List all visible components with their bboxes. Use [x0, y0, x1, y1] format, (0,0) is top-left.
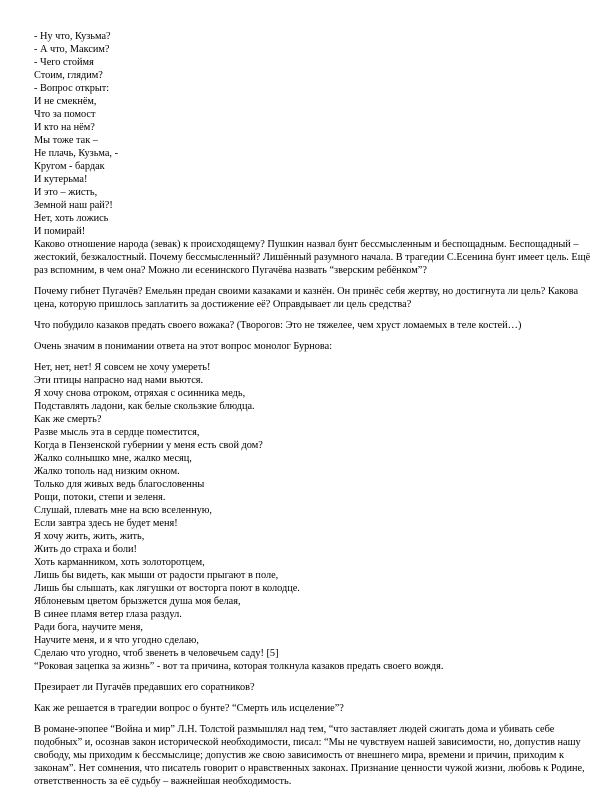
- monologue-line: Хоть карманником, хоть золоторотцем,: [34, 557, 205, 568]
- monologue-line: “Роковая зацепка за жизнь” - вот та причина, которая толкнула казаков предать своего вождя.: [34, 661, 444, 672]
- paragraph-revolt-question: [34, 702, 578, 715]
- burnov-monologue: [34, 361, 578, 673]
- monologue-line: Ради бога, научите меня,: [34, 622, 143, 633]
- monologue-line: Научите меня, и я что угодно сделаю,: [34, 635, 199, 646]
- text-line: В романе-эпопее “Война и мир” Л.Н. Толстой размышлял над тем, “что заставляет людей сжигать дома и убивать себе: [34, 724, 555, 735]
- monologue-line: Если завтра здесь не будет меня!: [34, 518, 178, 529]
- monologue-line: Лишь бы видеть, как мыши от радости прыгают в поле,: [34, 570, 279, 581]
- monologue-line: Жалко тополь над низким окном.: [34, 466, 180, 477]
- poem-line: - Вопрос открыт:: [34, 83, 110, 94]
- poem-line: И кто на нём?: [34, 122, 95, 133]
- text-line: жестокий, безжалостный. Почему бессмысленный? Лишённый разумного начала. В трагедии С.Есенина бунт имеет цель. Ещё: [34, 252, 591, 263]
- poem-line: - А что, Максим?: [34, 44, 110, 55]
- text-line: свободу, мы приходим к бессмыслице; допустив же свою зависимость от внешнего мира, времени и причин, приходим к: [34, 750, 564, 761]
- monologue-line: Только для живых ведь благословенны: [34, 479, 205, 490]
- paragraph-burnov-intro: [34, 340, 578, 353]
- monologue-line: Я хочу жить, жить, жить,: [34, 531, 145, 542]
- monologue-line: Яблоневым цветом брызжется душа моя белая,: [34, 596, 241, 607]
- monologue-line: Как же смерть?: [34, 414, 102, 425]
- monologue-line: Жалко солнышко мне, жалко месяц,: [34, 453, 192, 464]
- dialogue-poem: [34, 30, 578, 238]
- text-line: законам”. Нет сомнения, что писатель говорит о нравственных законах. Признание ценности чужой жизни, любовь к Родине,: [34, 763, 585, 774]
- paragraph-people-attitude: [34, 238, 591, 277]
- text-line: подобных” и, осознав закон исторической необходимости, писал: “Мы не чувствуем нашей зависимости, но, допустив нашу: [34, 737, 581, 748]
- text-line: Что побудило казаков предать своего вожака? (Творогов: Это не тяжелее, чем хруст ломаемых в теле костей…): [34, 320, 522, 331]
- monologue-line: Слушай, плевать мне на всю вселенную,: [34, 505, 213, 516]
- text-line: раз вспомним, в чем она? Можно ли есенинского Пугачёва назвать “зверским ребёнком”?: [34, 265, 427, 276]
- monologue-line: Жить до страха и боли!: [34, 544, 137, 555]
- text-line: Почему гибнет Пугачёв? Емельян предан своими казаками и казнён. Он принёс себя жертву, но достигнута ли цель? Какова: [34, 286, 579, 297]
- poem-line: Кругом - бардак: [34, 161, 105, 172]
- monologue-line: Рощи, потоки, степи и зеленя.: [34, 492, 166, 503]
- monologue-line: Эти птицы напрасно над нами вьются.: [34, 375, 204, 386]
- monologue-line: Подставлять ладони, как белые скользкие блюдца.: [34, 401, 255, 412]
- monologue-line: Лишь бы слышать, как лягушки от восторга поют в колодце.: [34, 583, 300, 594]
- poem-line: Что за помост: [34, 109, 96, 120]
- monologue-line: В синее пламя ветер глаза раздул.: [34, 609, 182, 620]
- poem-line: И не смекнём,: [34, 96, 97, 107]
- text-line: Очень значим в понимании ответа на этот вопрос монолог Бурнова:: [34, 341, 333, 352]
- poem-line: Земной наш рай?!: [34, 200, 113, 211]
- paragraph-cossack-betrayal: [34, 319, 578, 332]
- poem-line: Стоим, глядим?: [34, 70, 103, 81]
- monologue-line: Когда в Пензенской губернии у меня есть свой дом?: [34, 440, 263, 451]
- poem-line: Мы тоже так –: [34, 135, 98, 146]
- paragraph-pugachev-death: [34, 285, 578, 311]
- text-line: Как же решается в трагедии вопрос о бунте? “Смерть иль исцеление”?: [34, 703, 344, 714]
- text-line: цена, которую пришлось заплатить за достижение её? Оправдывает ли цель средства?: [34, 299, 412, 310]
- poem-line: И помирай!: [34, 226, 86, 237]
- paragraph-pugachev-contempt: [34, 681, 578, 694]
- poem-line: И кутерьма!: [34, 174, 88, 185]
- poem-line: - Чего стоймя: [34, 57, 94, 68]
- text-line: Презирает ли Пугачёв предавших его соратников?: [34, 682, 255, 693]
- text-line: ответственность за её судьбу – важнейшая необходимость.: [34, 776, 292, 787]
- poem-line: Не плачь, Кузьма, -: [34, 148, 119, 159]
- monologue-line: Нет, нет, нет! Я совсем не хочу умереть!: [34, 362, 211, 373]
- poem-line: Нет, хоть ложись: [34, 213, 109, 224]
- monologue-line: Сделаю что угодно, чтоб звенеть в человечьем саду! [5]: [34, 648, 279, 659]
- monologue-line: Я хочу снова отроком, отряхая с осинника медь,: [34, 388, 246, 399]
- text-line: Каково отношение народа (зевак) к происходящему? Пушкин назвал бунт бессмысленным и беспощадным. Беспощадный –: [34, 239, 579, 250]
- paragraph-tolstoy: [34, 723, 585, 788]
- poem-line: И это – жисть,: [34, 187, 98, 198]
- monologue-line: Разве мысль эта в сердце поместится,: [34, 427, 200, 438]
- poem-line: - Ну что, Кузьма?: [34, 31, 111, 42]
